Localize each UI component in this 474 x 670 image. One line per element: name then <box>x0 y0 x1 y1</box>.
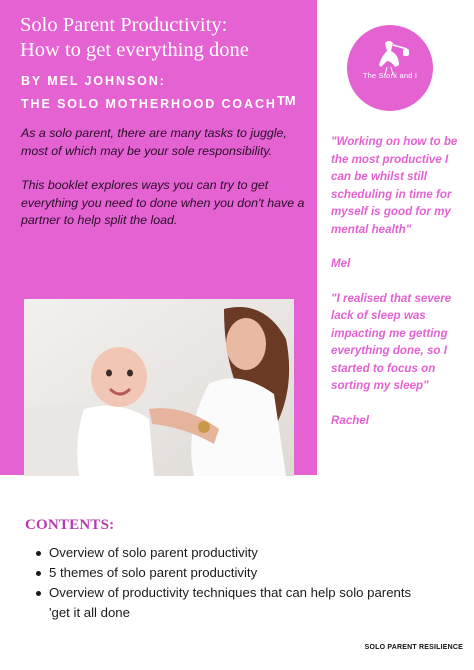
quote-text-1: "Working on how to be the most productive I can be whilst still scheduling in time for myself is good for my mental health" <box>331 135 458 236</box>
trademark-mark: TM <box>276 93 296 108</box>
list-item: 5 themes of solo parent productivity <box>35 563 430 583</box>
intro-paragraph-2: This booklet explores ways you can try to get everything you need to done when you don't have a partner to help split the load. <box>21 178 305 227</box>
quote-text-2: "I realised that severe lack of sleep was impacting me getting everything done, so I started to focus on sorting my sleep" <box>331 291 452 392</box>
title-line-2: How to get everything done <box>20 39 249 61</box>
intro-text <box>21 125 306 247</box>
stork-logo <box>347 25 433 111</box>
author-byline <box>21 71 311 114</box>
list-item: Overview of solo parent productivity <box>35 543 430 563</box>
intro-paragraph-1: As a solo parent, there are many tasks to juggle, most of which may be your sole responsibility. <box>21 126 287 158</box>
author-line-2: THE SOLO MOTHERHOOD COACH <box>21 97 277 111</box>
author-line-1: BY MEL JOHNSON: <box>21 74 166 88</box>
footer-label: SOLO PARENT RESILIENCE <box>364 644 463 651</box>
stork-icon <box>347 25 433 111</box>
logo-text: The Stork and I <box>362 71 418 80</box>
testimonials <box>331 133 466 429</box>
quote-author-1: Mel <box>331 257 351 270</box>
contents-list <box>35 543 430 623</box>
mother-baby-photo <box>24 299 294 476</box>
title-line-1: Solo Parent Productivity: <box>20 14 228 36</box>
quote-author-2: Rachel <box>331 413 370 427</box>
list-item: Overview of productivity techniques that can help solo parents 'get it all done <box>35 583 430 623</box>
contents-heading: CONTENTS: <box>25 517 115 533</box>
page-title <box>20 13 310 63</box>
